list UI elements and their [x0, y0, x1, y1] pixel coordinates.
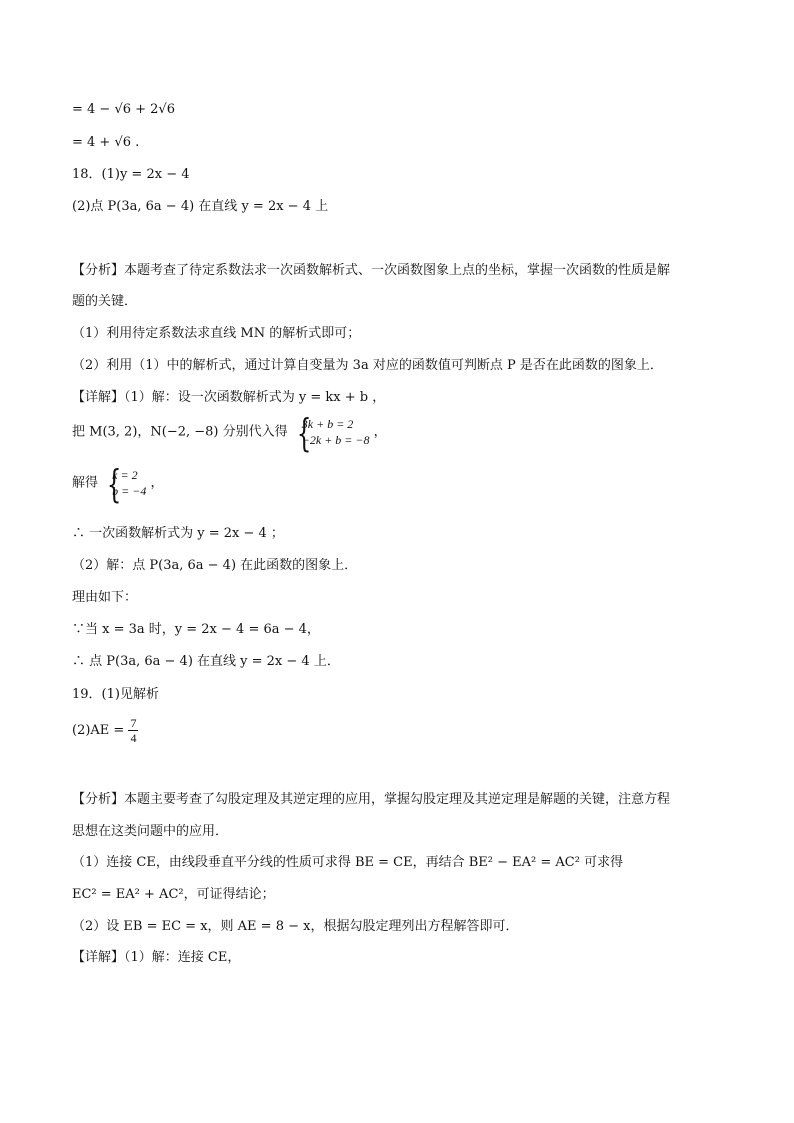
equation-system-2 — [102, 467, 146, 499]
fraction-denominator: 4 — [130, 731, 137, 745]
answer-18-part2: (2)点 P(3a, 6a − 4) 在直线 y = 2x − 4 上 — [72, 199, 329, 214]
analysis-19-line1: 【分析】本题主要考查了勾股定理及其逆定理的应用，掌握勾股定理及其逆定理是解题的关键，注意方程 — [72, 792, 671, 807]
analysis-19-line3: （1）连接 CE，由线段垂直平分线的性质可求得 BE = CE，再结合 BE² − EA² = AC² 可求得 — [72, 855, 624, 870]
detail-18-substitution — [72, 416, 387, 448]
detail-18-line4: ∴ 一次函数解析式为 y = 2x − 4 ； — [72, 526, 284, 541]
system-1-eq-a: { 3k + b = 2 — [301, 417, 354, 431]
equation-system-1 — [292, 416, 370, 448]
detail-18-solution — [72, 467, 164, 499]
fraction-numerator: 7 — [130, 716, 137, 730]
detail-18-line6: 理由如下： — [72, 590, 138, 605]
system-2-eq-b: b = −4 — [112, 484, 147, 498]
analysis-18-line4: （2）利用（1）中的解析式，通过计算自变量为 3a 对应的函数值可判断点 P 是否在此函数的图象上． — [72, 358, 663, 373]
equation-line-1: = 4 − √6 + 2√6 — [72, 102, 175, 117]
detail-18-line1: 【详解】（1）解：设一次函数解析式为 y = kx + b ， — [72, 390, 386, 405]
detail-19-line1: 【详解】（1）解：连接 CE， — [72, 950, 241, 965]
equation-line-2: = 4 + √6 . — [72, 135, 140, 150]
system-2-eq-a: { k = 2 — [112, 468, 138, 482]
analysis-19-line5: （2）设 EB = EC = x，则 AE = 8 − x，根据勾股定理列出方程解答即可． — [72, 919, 519, 934]
system-1-eq-b: −2k + b = −8 — [301, 433, 370, 447]
analysis-18-line2: 题的关键． — [72, 294, 138, 309]
solution-text: 解得 — [72, 475, 99, 491]
detail-18-line7: ∵当 x = 3a 时，y = 2x − 4 = 6a − 4， — [72, 622, 320, 637]
fraction-seven-fourths — [128, 716, 138, 745]
analysis-18-line3: （1）利用待定系数法求直线 MN 的解析式即可； — [72, 326, 361, 341]
analysis-19-line4: EC² = EA² + AC²，可证得结论； — [72, 887, 275, 902]
substitution-text: 把 M(3, 2)，N(−2, −8) 分别代入得 — [72, 424, 288, 440]
analysis-18-line1: 【分析】本题考查了待定系数法求一次函数解析式、一次函数图象上点的坐标，掌握一次函数的性质是解 — [72, 263, 671, 278]
answer-18-part1: 18．(1)y = 2x − 4 — [72, 167, 190, 182]
analysis-19-line2: 思想在这类问题中的应用． — [72, 824, 229, 839]
answer-19-part2 — [72, 716, 138, 745]
detail-18-line8: ∴ 点 P(3a, 6a − 4) 在直线 y = 2x − 4 上． — [72, 654, 340, 669]
answer-19-prefix: (2)AE = — [72, 723, 125, 738]
system-2-comma: ， — [150, 475, 164, 491]
detail-18-line5: （2）解：点 P(3a, 6a − 4) 在此函数的图象上． — [72, 558, 358, 573]
system-1-comma: ， — [373, 424, 387, 440]
answer-19-part1: 19．(1)见解析 — [72, 687, 159, 702]
